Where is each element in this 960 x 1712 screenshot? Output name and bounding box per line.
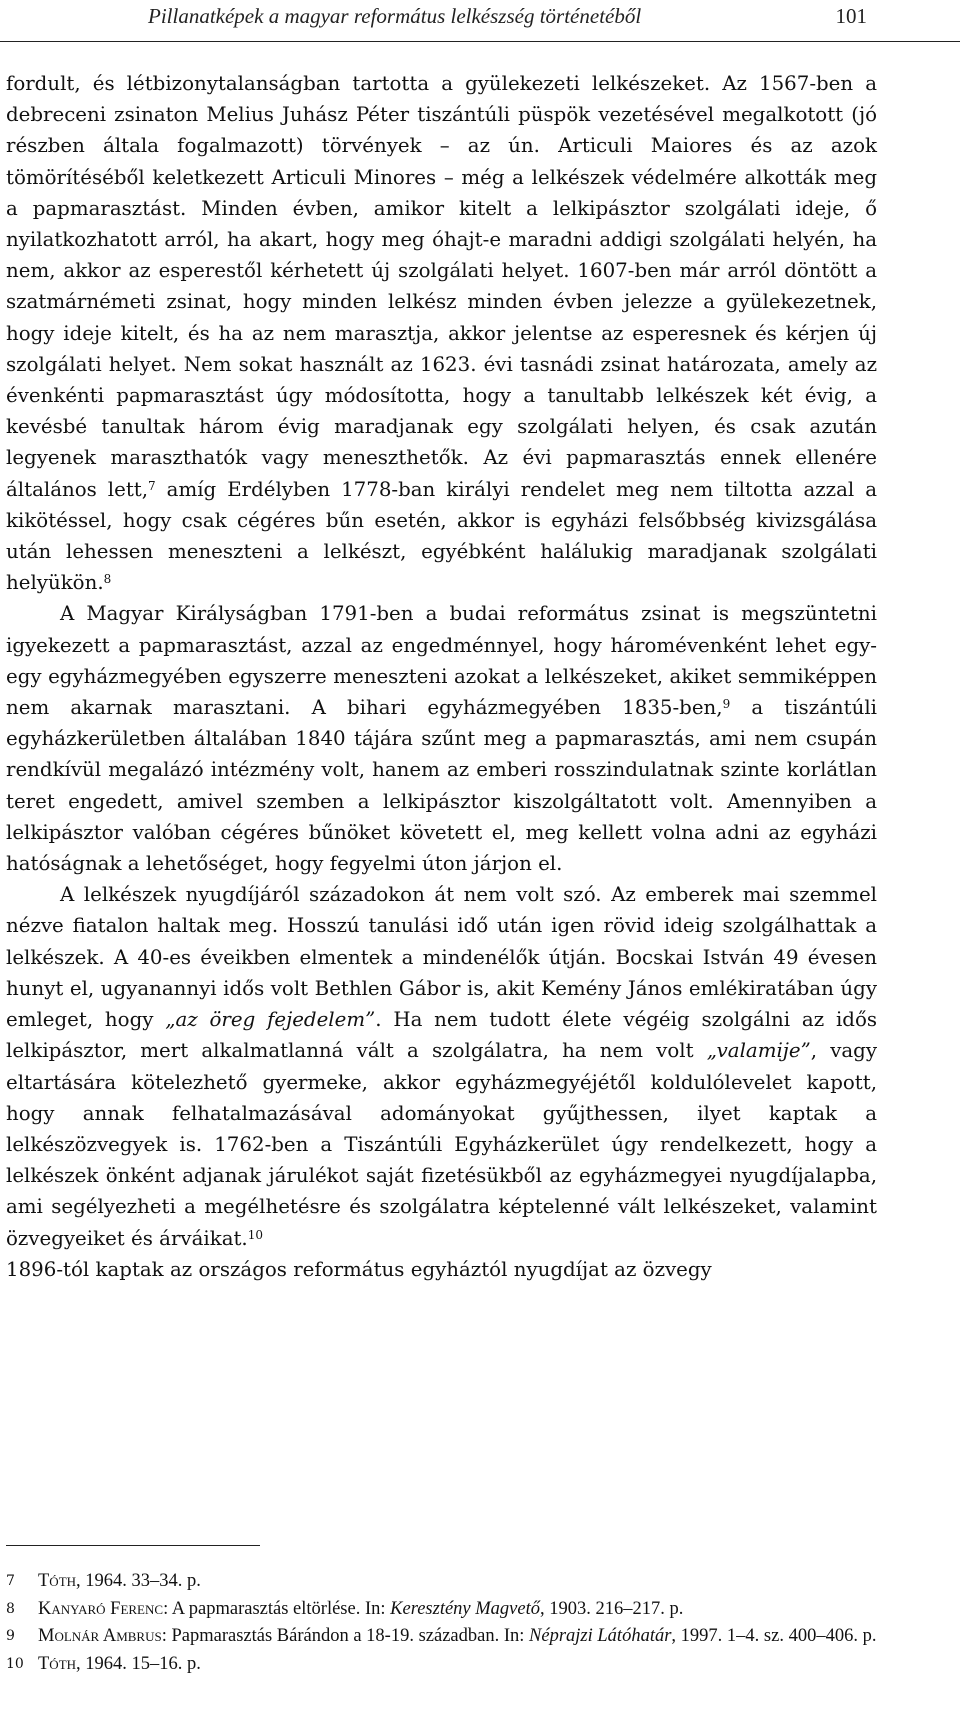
paragraph-2-text-b: a tiszántúli egyházkerületben általában 1840 tájára szűnt meg a papmarasztás, ami nem csupán rendkívül megalázó intézmény volt, hanem az emberi rosszindulatnak szinte korlátlan teret engedett, amivel szemben a lelkipásztor kiszolgáltatott volt. Amennyiben a lelkipásztor valóban cégéres bűnöket követett el, meg kellett volna adni az egyházi hatóságnak a lehetőséget, hogy fegyelmi úton járjon el.	[6, 696, 877, 876]
footnote-author: Kanyaró Ferenc	[38, 1598, 164, 1619]
paragraph-3-text-b: . Ha nem tudott élete végéig szolgálni az idős lelkipásztor, mert alkalmatlanná vált a szolgálatra, ha nem volt	[6, 1008, 878, 1063]
footnote-text: : Papmarasztás Bárándon a 18-19. században. In:	[161, 1626, 530, 1646]
footnote-citation-tail: , 1997. 1–4. sz. 400–406. p.	[671, 1626, 877, 1646]
footnote-ref-10: 10	[247, 1227, 264, 1242]
page-number: 101	[835, 4, 867, 28]
footnote-ref-7: 7	[148, 478, 156, 493]
paragraph-3	[6, 879, 877, 1253]
footnote-journal: Néprajzi Látóhatár	[529, 1626, 672, 1646]
footnote-text: , 1964. 33–34. p.	[76, 1571, 201, 1591]
main-text	[6, 68, 877, 1285]
footnote-text: : A papmarasztás eltörlése. In:	[163, 1598, 391, 1619]
footnote-citation-tail: , 1903. 216–217. p.	[539, 1598, 684, 1619]
footnote-separator	[6, 1545, 260, 1546]
footnote-ref-9: 9	[722, 697, 731, 712]
footnote-author: Tóth	[38, 1653, 77, 1674]
paragraph-4-text: 1896-tól kaptak az országos református egyháztól nyugdíjat az özvegy	[6, 1257, 712, 1281]
footnote-journal: Keresztény Magvető	[390, 1598, 540, 1619]
paragraph-2-text-a: A Magyar Királyságban 1791-ben a budai református zsinat is megszüntetni igyekezett a papmarasztást, azzal az engedménnyel, hogy háromévenként lehet egy-egy egyházmegyében egyszerre meneszteni azokat a lelkészeket, akiket semmiképpen nem akarnak marasztani. A bihari egyházmegyében 1835-ben,	[6, 602, 877, 720]
quote-oreg-fejedelem: „az öreg fejedelem”	[165, 1008, 376, 1032]
footnote-number: 9	[6, 1628, 15, 1644]
footnote-7	[6, 1568, 877, 1596]
paragraph-2	[6, 598, 877, 879]
footnote-10	[6, 1651, 877, 1679]
footnote-number: 8	[6, 1600, 15, 1617]
paragraph-1-text-b: amíg Erdélyben 1778-ban királyi rendelet meg nem tiltotta azzal a kikötéssel, hogy csak cégéres bűn esetén, akkor is egyházi felsőbbség kivizsgálása után lehessen meneszteni a lelkészt, egyébként halálukig maradjanak szolgálati helyükön.	[6, 477, 877, 595]
running-header	[0, 0, 960, 42]
footnote-number: 10	[6, 1655, 24, 1672]
footnote-author: Molnár Ambrus	[38, 1626, 162, 1646]
footnotes	[6, 1568, 877, 1678]
paragraph-3-text-c: , vagy eltartására kötelezhető gyermeke, akkor egyházmegyéjétől koldulólevelet kapott, hogy annak felhatalmazásával adományokat gyűjthessen, ilyet kaptak a lelkészözvegyek is. 1762-ben a Tiszántúli Egyházkerület úgy rendelkezett, hogy a lelkészek önként adjanak járulékot saját fizetésükből az egyházmegyei nyugdíjalapba, ami segélyezheti a megélhetésre és szolgálatra képtelenné vált lelkészeket, valamint özvegyeiket és árváikat.	[6, 1039, 878, 1250]
footnote-8	[6, 1596, 877, 1624]
footnote-ref-8: 8	[103, 572, 112, 587]
paragraph-1	[6, 68, 877, 598]
footnote-number: 7	[6, 1573, 15, 1589]
running-header-title: Pillanatképek a magyar református lelkészség történetéből	[148, 4, 642, 28]
footnote-author: Tóth	[38, 1571, 77, 1591]
paragraph-1-text-a: fordult, és létbizonytalanságban tartotta a gyülekezeti lelkészeket. Az 1567-ben a debreceni zsinaton Melius Juhász Péter tiszántúli püspök vezetésével megalkotott (jó részben általa fogalmazott) törvények – az ún. Articuli Maiores és az azok tömörítéséből keletkezett Articuli Minores – még a lelkészek védelmére alkották meg a papmarasztást. Minden évben, amikor kitelt a lelkipásztor szolgálati ideje, ő nyilatkozhatott arról, ha akart, hogy meg óhajt-e maradni addigi szolgálati helyén, ha nem, akkor az esperestől kérhetett új szolgálati helyet. 1607-ben már arról döntött a szatmárnémeti zsinat, hogy minden lelkész minden évben jelezze a gyülekezetnek, hogy ideje kitelt, és ha az nem marasztja, akkor jelentse az esperesnek és kérjen új szolgálati helyet. Nem sokat használt az 1623. évi tasnádi zsinat határozata, amely az évenkénti papmarasztást úgy módosította, hogy a tanultabb lelkészek két évig, a kevésbé tanultak három évig maradjanak egy szolgálati helyen, és csak azután legyenek maraszthatók vagy meneszthetők. Az évi papmarasztás ennek ellenére általános lett,	[6, 72, 877, 501]
footnote-text: , 1964. 15–16. p.	[76, 1653, 201, 1674]
footnote-9	[6, 1623, 877, 1651]
quote-valamije: „valamije”	[706, 1039, 811, 1063]
paragraph-4	[6, 1254, 877, 1285]
paragraph-3-text-a: A lelkészek nyugdíjáról századokon át nem volt szó. Az emberek mai szemmel nézve fiatalon haltak meg. Hosszú tanulási idő után igen rövid ideig szolgálhattak a lelkészek. A 40-es éveikben elmentek a mindenélők útján. Bocskai István 49 évesen hunyt el, ugyanannyi idős volt Bethlen Gábor is, akit Kemény János emlékiratában úgy emleget, hogy	[6, 883, 877, 1032]
